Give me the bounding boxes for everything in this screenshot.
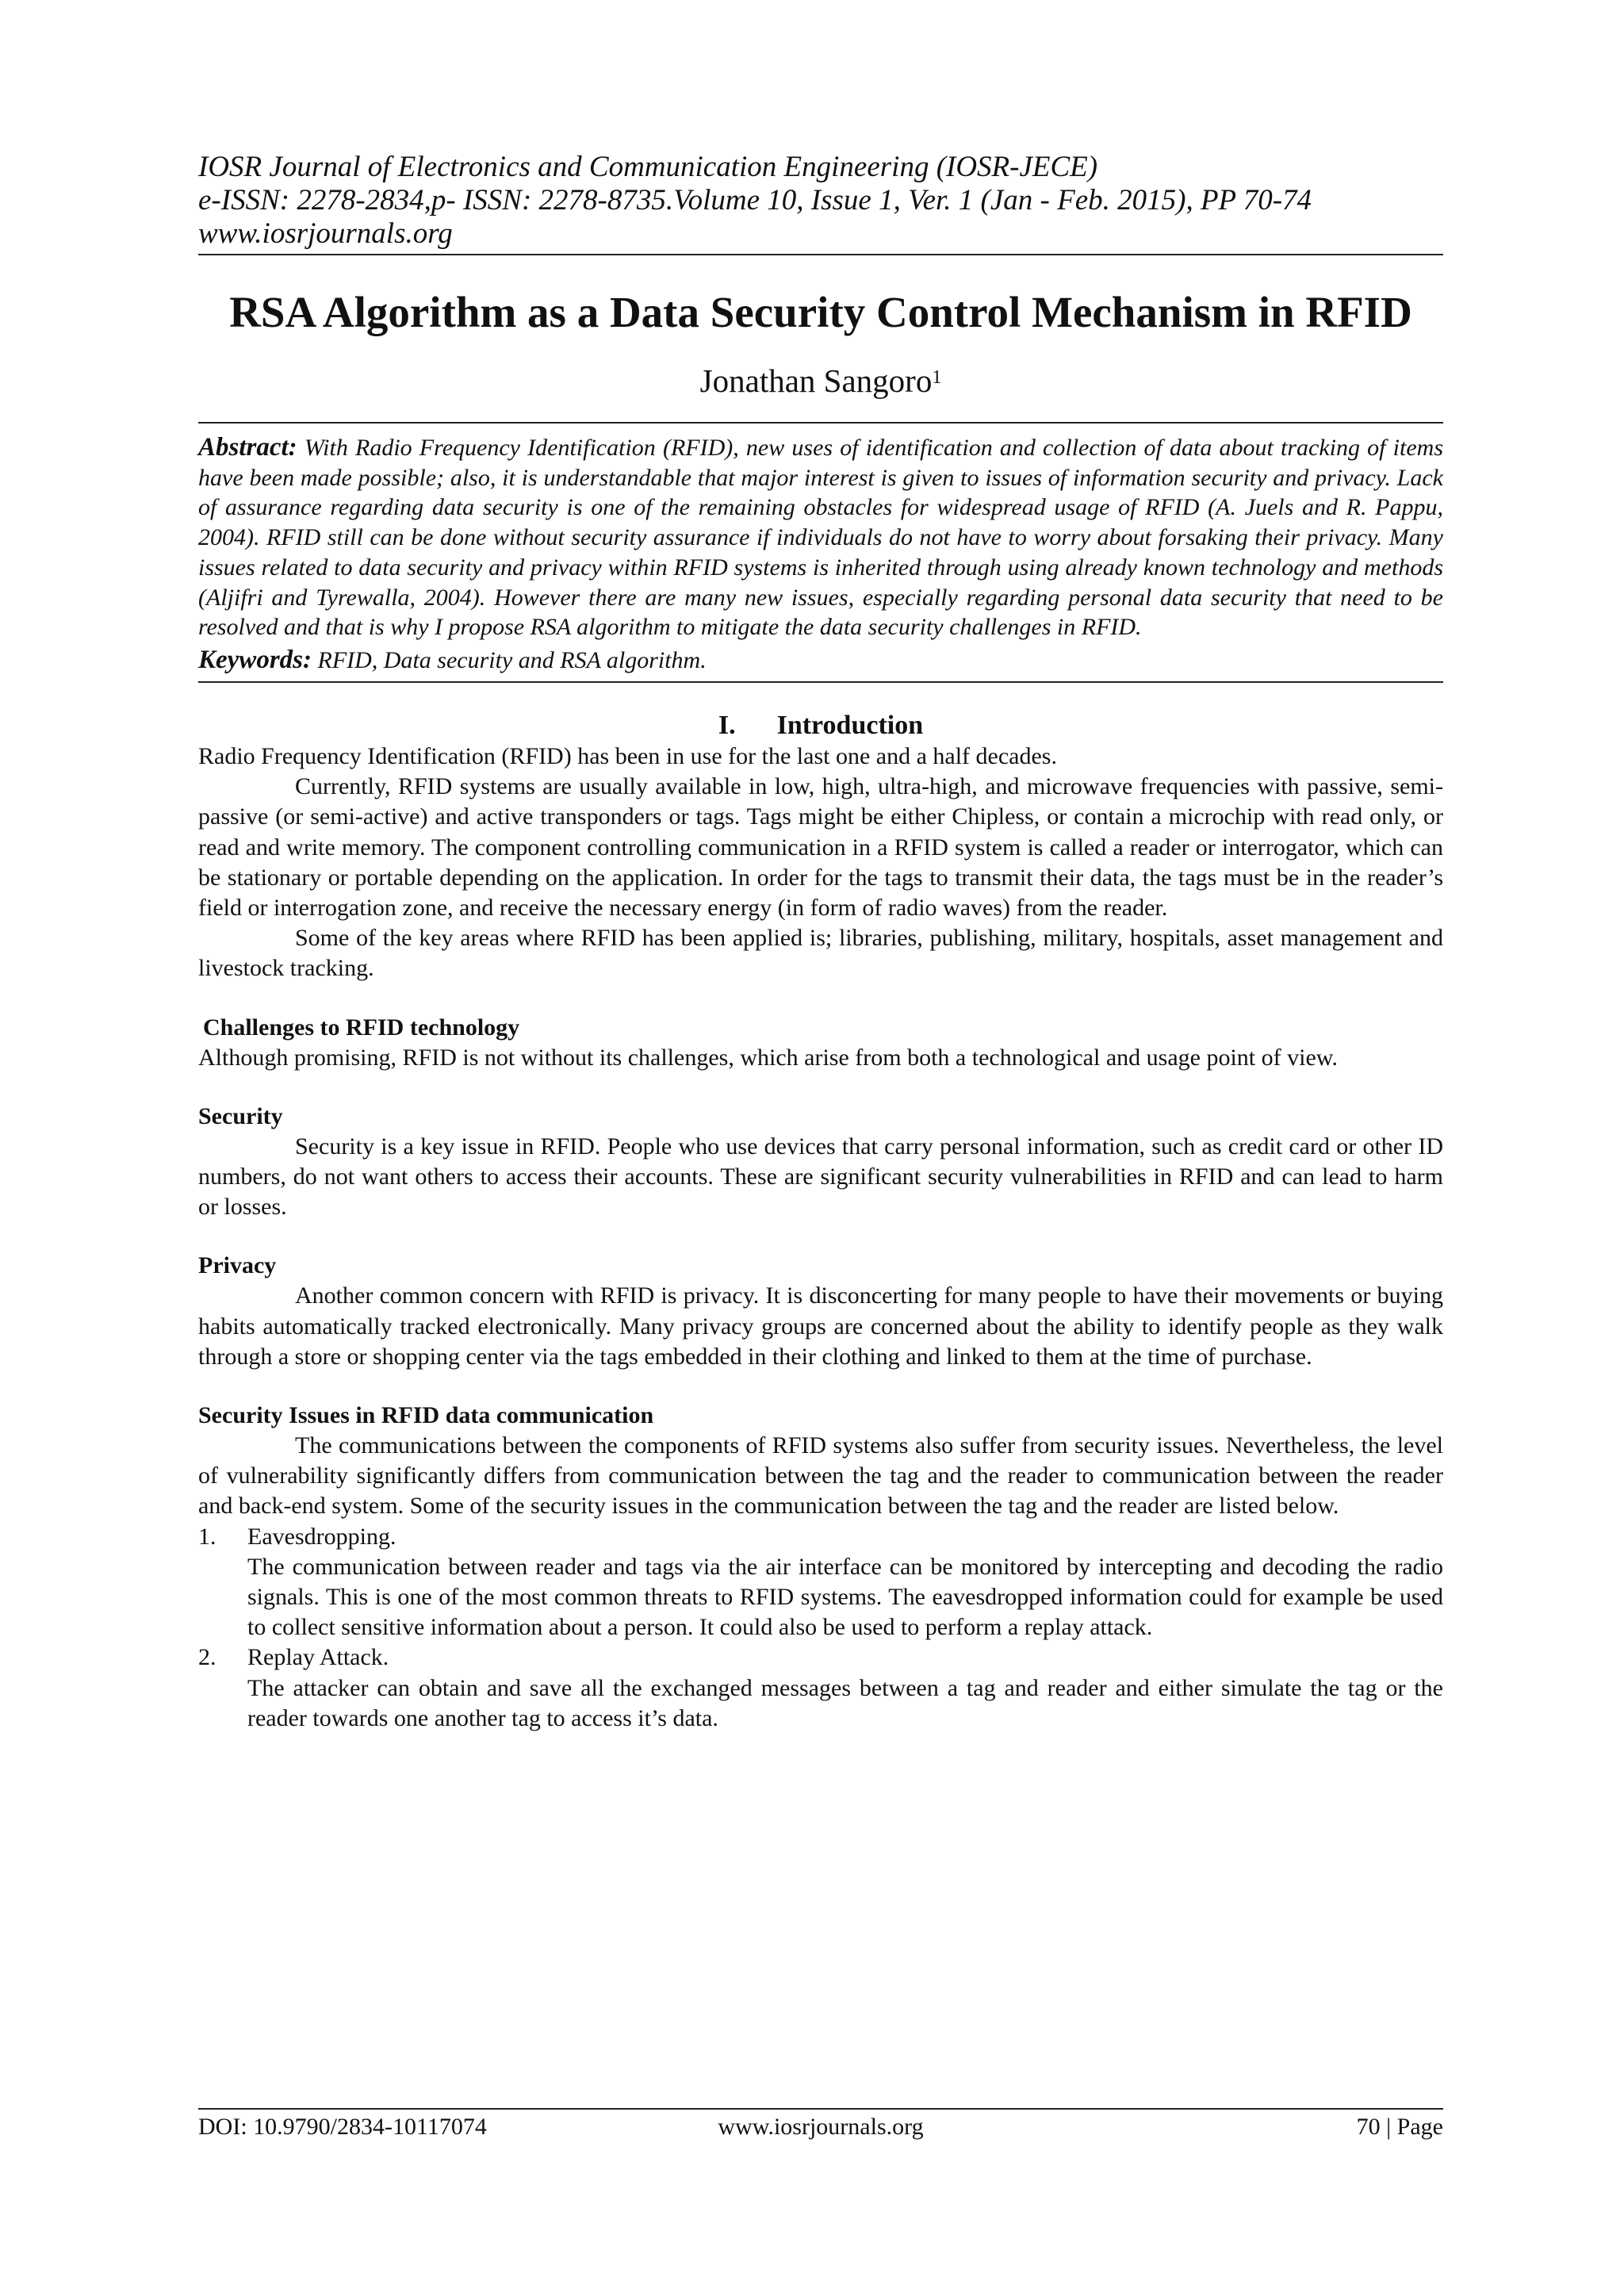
list-item bbox=[198, 1642, 1443, 1734]
list-item-title: Replay Attack. bbox=[247, 1644, 389, 1671]
privacy-text: Another common concern with RFID is privacy. It is disconcerting for many people to have their movements or buying habits automatically tracked electronically. Many privacy groups are concerned about the ability to identify people as they walk through a store or shopping center via the tags embedded in their clothing and linked to them at the time of purchase. bbox=[198, 1282, 1443, 1370]
author bbox=[198, 362, 1443, 400]
section-title: Introduction bbox=[776, 710, 924, 740]
keywords bbox=[198, 644, 1443, 677]
abstract-text: With Radio Frequency Identification (RFID), new uses of identification and collection of data about tracking of items have been made possible; also, it is understandable that major interest is given to issues of information security and privacy. Lack of assurance regarding data security is one of the remaining obstacles for widespread usage of RFID (A. Juels and R. Pappu, 2004). RFID still can be done without security assurance if individuals do not have to worry about forsaking their privacy. Many issues related to data security and privacy within RFID systems is inherited through using already known technology and methods (Aljifri and Tyrewalla, 2004). However there are many new issues, especially regarding personal data security that need to be resolved and that is why I propose RSA algorithm to mitigate the data security challenges in RFID. bbox=[198, 435, 1443, 641]
security-heading: Security bbox=[198, 1102, 283, 1129]
challenges-heading: Challenges to RFID technology bbox=[203, 1014, 520, 1041]
security-issues-heading: Security Issues in RFID data communication bbox=[198, 1401, 654, 1428]
abstract bbox=[198, 433, 1443, 642]
list-item-head bbox=[198, 1522, 1443, 1552]
security-text: Security is a key issue in RFID. People who use devices that carry personal information, such as credit card or other ID numbers, do not want others to access their accounts. These are significant security vulnerabilities in RFID and can lead to harm or losses. bbox=[198, 1133, 1443, 1221]
paper-page bbox=[198, 151, 1443, 1734]
section-heading-introduction bbox=[198, 710, 1443, 742]
author-name: Jonathan Sangoro bbox=[699, 362, 933, 399]
author-affiliation-mark: 1 bbox=[932, 367, 942, 388]
list-item-number: 1. bbox=[198, 1523, 216, 1550]
security-issues-text: The communications between the components of RFID systems also suffer from security issues. Nevertheless, the level of vulnerability significantly differs from communication between the tag and the reader to communication between the reader and back-end system. Some of the security issues in the communication between the tag and the reader are listed below. bbox=[198, 1432, 1443, 1520]
page-footer bbox=[198, 2108, 1443, 2145]
footer-doi: DOI: 10.9790/2834-10117074 bbox=[198, 2114, 487, 2140]
abstract-block bbox=[198, 422, 1443, 677]
header-rule bbox=[198, 254, 1443, 255]
intro-paragraph-3: Some of the key areas where RFID has been applied is; libraries, publishing, military, hospitals, asset management and livestock tracking. bbox=[198, 925, 1443, 982]
footer-page-number: 70 | Page bbox=[1356, 2114, 1443, 2140]
journal-website: www.iosrjournals.org bbox=[198, 217, 453, 250]
list-item bbox=[198, 1522, 1443, 1643]
list-item-text: The communication between reader and tags via the air interface can be monitored by intercepting and decoding the radio signals. This is one of the most common threats to RFID systems. The eavesdropped information could for example be used to collect sensitive information about a person. It could also be used to perform a replay attack. bbox=[247, 1553, 1443, 1641]
list-item-head bbox=[198, 1642, 1443, 1673]
list-item-title: Eavesdropping. bbox=[247, 1523, 396, 1550]
abstract-label: Abstract: bbox=[198, 433, 297, 462]
journal-issn: e-ISSN: 2278-2834,p- ISSN: 2278-8735.Volume 10, Issue 1, Ver. 1 (Jan - Feb. 2015), PP 70-74 bbox=[198, 184, 1312, 217]
keywords-label: Keywords: bbox=[198, 645, 312, 674]
section-number: I. bbox=[718, 710, 736, 740]
list-item-text: The attacker can obtain and save all the exchanged messages between a tag and reader and either simulate the tag or the reader towards one another tag to access it’s data. bbox=[247, 1674, 1443, 1731]
journal-header bbox=[198, 151, 1443, 251]
paper-title: RSA Algorithm as a Data Security Control Mechanism in RFID bbox=[229, 288, 1412, 336]
challenges-text: Although promising, RFID is not without its challenges, which arise from both a technological and usage point of view. bbox=[198, 1044, 1338, 1071]
abstract-rule bbox=[198, 681, 1443, 683]
journal-name: IOSR Journal of Electronics and Communication Engineering (IOSR-JECE) bbox=[198, 151, 1098, 183]
footer-website: www.iosrjournals.org bbox=[718, 2114, 924, 2140]
security-issues-list bbox=[198, 1522, 1443, 1734]
keywords-text: RFID, Data security and RSA algorithm. bbox=[317, 646, 707, 673]
privacy-heading: Privacy bbox=[198, 1252, 277, 1279]
intro-paragraph-1: Radio Frequency Identification (RFID) has been in use for the last one and a half decades. bbox=[198, 742, 1057, 769]
list-item-number: 2. bbox=[198, 1644, 216, 1671]
intro-paragraph-2: Currently, RFID systems are usually available in low, high, ultra-high, and microwave frequencies with passive, semi-passive (or semi-active) and active transponders or tags. Tags might be either Chipless, or contain a microchip with read only, or read and write memory. The component controlling communication in a RFID system is called a reader or interrogator, which can be stationary or portable depending on the application. In order for the tags to transmit their data, the tags must be in the reader’s field or interrogation zone, and receive the necessary energy (in form of radio waves) from the reader. bbox=[198, 773, 1443, 921]
